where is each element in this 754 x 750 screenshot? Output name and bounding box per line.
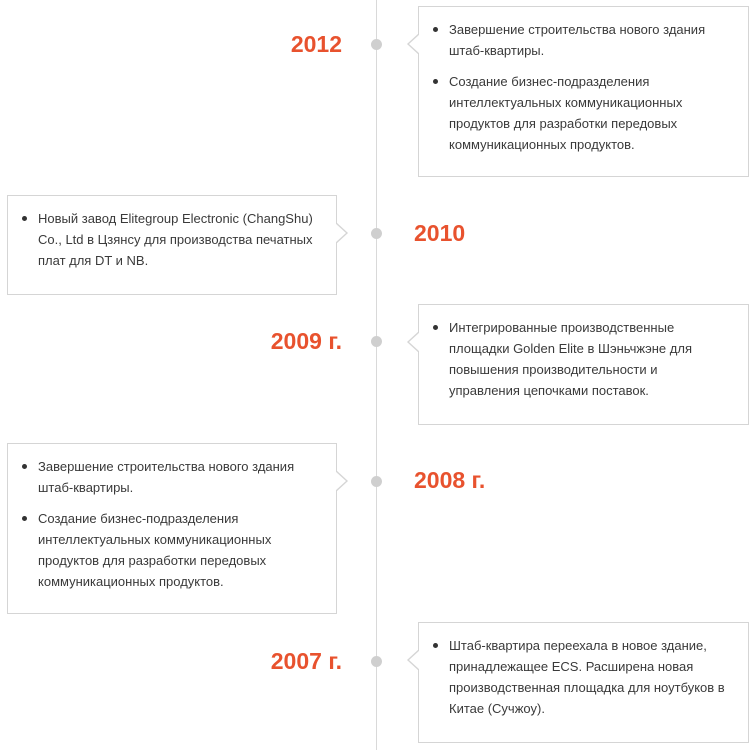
timeline-line [376, 0, 377, 750]
list-item: Создание бизнес-подразделения интеллектуальных коммуникационных продуктов для разработки передовых коммуникационных продуктов. [429, 71, 728, 155]
card-list [8, 196, 336, 283]
list-item: Завершение строительства нового здания штаб-квартиры. [18, 456, 316, 498]
timeline-card-2012 [418, 6, 749, 177]
timeline-dot-2008 [371, 476, 382, 487]
card-list [419, 7, 748, 167]
year-label-2012: 2012 [290, 31, 342, 57]
timeline-card-2007 [418, 622, 749, 743]
timeline-dot-2009 [371, 336, 382, 347]
year-label-2010: 2010 [414, 220, 466, 246]
card-list [419, 623, 748, 731]
list-item: Штаб-квартира переехала в новое здание, принадлежащее ECS. Расширена новая производственная площадка для ноутбуков в Китае (Сучжоу). [429, 635, 728, 719]
timeline-dot-2012 [371, 39, 382, 50]
list-item: Создание бизнес-подразделения интеллектуальных коммуникационных продуктов для разработки передовых коммуникационных продуктов. [18, 508, 316, 592]
year-label-2009: 2009 г. [270, 328, 342, 354]
timeline-dot-2010 [371, 228, 382, 239]
card-list [8, 444, 336, 604]
year-label-2008: 2008 г. [414, 467, 486, 493]
timeline-card-2008 [7, 443, 337, 614]
list-item: Интегрированные производственные площадки Golden Elite в Шэньчжэне для повышения производительности и управления цепочками поставок. [429, 317, 728, 401]
list-item: Завершение строительства нового здания штаб-квартиры. [429, 19, 728, 61]
list-item: Новый завод Elitegroup Electronic (ChangShu) Co., Ltd в Цзянсу для производства печатных плат для DT и NB. [18, 208, 316, 271]
timeline-dot-2007 [371, 656, 382, 667]
timeline-card-2009 [418, 304, 749, 425]
year-label-2007: 2007 г. [270, 648, 342, 674]
card-list [419, 305, 748, 413]
timeline-card-2010 [7, 195, 337, 295]
